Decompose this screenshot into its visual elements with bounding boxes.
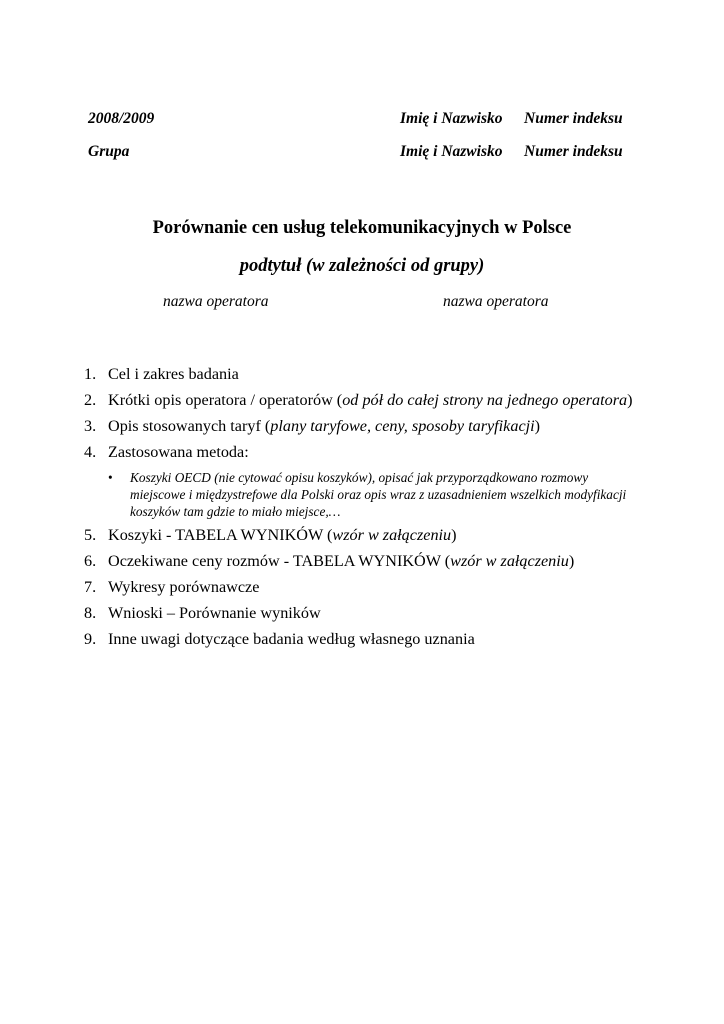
list-item-number: 5. bbox=[84, 526, 97, 544]
list-item bbox=[84, 416, 644, 437]
list-item-text: Krótki opis operatora / operatorów ( bbox=[108, 391, 343, 409]
list-item bbox=[84, 577, 644, 598]
bullet-icon: • bbox=[108, 470, 113, 485]
list-item-number: 4. bbox=[84, 443, 97, 461]
list-item-text: Cel i zakres badania bbox=[108, 365, 239, 383]
document-subtitle: podtytuł (w zależności od grupy) bbox=[239, 256, 485, 276]
list-item-text: Inne uwagi dotyczące badania według własnego uznania bbox=[108, 630, 475, 648]
list-item bbox=[84, 629, 644, 650]
list-item bbox=[84, 364, 644, 385]
list-item-note: wzór w załączeniu bbox=[332, 526, 452, 544]
operator-name-1: nazwa operatora bbox=[163, 293, 269, 310]
student-name-2: Imię i Nazwisko bbox=[400, 143, 503, 160]
method-sub-item-text: Koszyki OECD (nie cytować opisu koszyków), opisać jak przyporządkowano rozmowy miejscowe i międzystrefowe dla Polski oraz opis wraz z uzasadnieniem wszelkich modyfikacji koszyków tam gdzie to miało miejsce,… bbox=[130, 470, 627, 519]
student-name-1: Imię i Nazwisko bbox=[400, 110, 503, 127]
list-item-close: ) bbox=[568, 552, 575, 570]
method-sub-list bbox=[108, 469, 644, 520]
list-item-number: 9. bbox=[84, 630, 97, 648]
list-item-text: Opis stosowanych taryf ( bbox=[108, 417, 271, 435]
list-item-text: Oczekiwane ceny rozmów - TABELA WYNIKÓW ( bbox=[108, 552, 451, 570]
list-item-text: Zastosowana metoda: bbox=[108, 443, 249, 461]
operator-name-2: nazwa operatora bbox=[443, 293, 549, 310]
list-item-note: plany taryfowe, ceny, sposoby taryfikacji bbox=[270, 417, 535, 435]
list-item-close: ) bbox=[451, 526, 457, 544]
list-item-number: 7. bbox=[84, 578, 97, 596]
list-item-number: 1. bbox=[84, 365, 97, 383]
list-item-close: ) bbox=[534, 417, 541, 435]
list-item bbox=[84, 525, 644, 546]
list-item-number: 2. bbox=[84, 391, 97, 409]
list-item-number: 6. bbox=[84, 552, 97, 570]
student-index-2: Numer indeksu bbox=[524, 143, 623, 160]
list-item bbox=[84, 551, 644, 572]
list-item bbox=[84, 390, 644, 411]
academic-year: 2008/2009 bbox=[88, 110, 155, 127]
list-item-text: Koszyki - TABELA WYNIKÓW ( bbox=[108, 526, 333, 544]
list-item bbox=[84, 603, 644, 624]
list-item-close: ) bbox=[627, 391, 633, 409]
student-index-1: Numer indeksu bbox=[524, 110, 623, 127]
document-title: Porównanie cen usług telekomunikacyjnych w Polsce bbox=[152, 218, 572, 238]
section-list bbox=[84, 364, 644, 655]
list-item-text: Wnioski – Porównanie wyników bbox=[108, 604, 321, 622]
list-item bbox=[84, 442, 644, 520]
group-label: Grupa bbox=[88, 143, 130, 160]
list-item-number: 8. bbox=[84, 604, 97, 622]
list-item-note: od pół do całej strony na jednego operatora bbox=[342, 391, 628, 409]
list-item-text: Wykresy porównawcze bbox=[108, 578, 260, 596]
list-item-number: 3. bbox=[84, 417, 97, 435]
list-item-note: wzór w załączeniu bbox=[450, 552, 569, 570]
method-sub-item bbox=[108, 469, 644, 520]
